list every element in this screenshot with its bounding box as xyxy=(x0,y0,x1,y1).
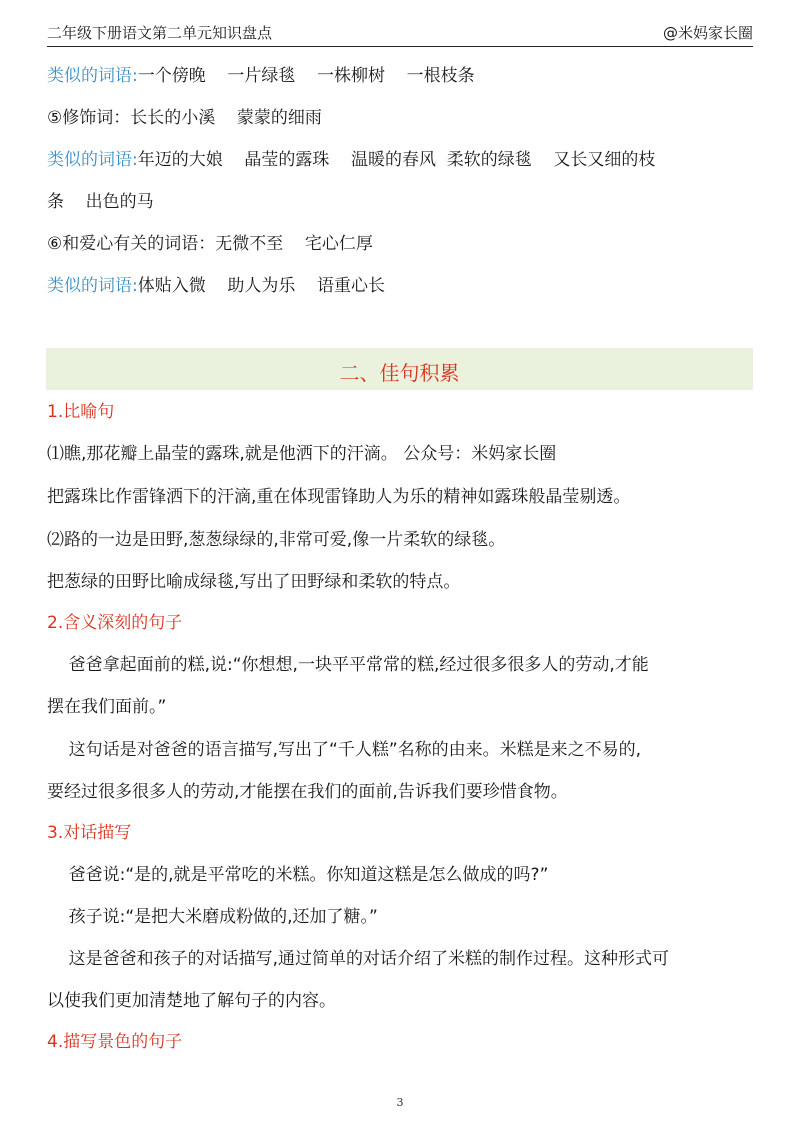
word-list: 年迈的大娘 晶莹的露珠 温暖的春风 柔软的绿毯 又长又细的枝 xyxy=(137,150,656,170)
word-line: 条 出色的马 xyxy=(47,192,154,212)
similar-words-label: 类似的词语: xyxy=(47,276,138,296)
similar-words-label: 类似的词语: xyxy=(47,66,138,86)
paragraph-line: 要经过很多很多人的劳动,才能摆在我们的面前,告诉我们要珍惜食物。 xyxy=(47,782,568,802)
word-line xyxy=(47,274,385,298)
word-line: ⑤修饰词：长长的小溪 蒙蒙的细雨 xyxy=(47,108,322,128)
section-title: 二、佳句积累 xyxy=(339,361,460,385)
page-number: 3 xyxy=(396,1096,404,1109)
subheading: 4.描写景色的句子 xyxy=(47,1032,183,1052)
paragraph-line: 这句话是对爸爸的语言描写,写出了“千人糕”名称的由来。米糕是来之不易的, xyxy=(47,740,642,760)
word-line xyxy=(47,64,475,88)
word-line: ⑥和爱心有关的词语：无微不至 宅心仁厚 xyxy=(47,234,373,254)
section-banner xyxy=(46,348,753,390)
header-brand: @米妈家长圈 xyxy=(662,24,753,42)
word-list: 体贴入微 助人为乐 语重心长 xyxy=(137,276,385,296)
header-title: 二年级下册语文第二单元知识盘点 xyxy=(47,24,273,42)
paragraph-line: 爸爸说:“是的,就是平常吃的米糕。你知道这糕是怎么做成的吗?” xyxy=(47,865,549,885)
paragraph-line: ⑵路的一边是田野,葱葱绿绿的,非常可爱,像一片柔软的绿毯。 xyxy=(47,530,506,550)
similar-words-label: 类似的词语: xyxy=(47,150,138,170)
paragraph-line: 这是爸爸和孩子的对话描写,通过简单的对话介绍了米糕的制作过程。这种形式可 xyxy=(47,949,670,969)
paragraph-line: ⑴瞧,那花瓣上晶莹的露珠,就是他洒下的汗滴。 公众号：米妈家长圈 xyxy=(47,444,557,464)
paragraph-line: 以使我们更加清楚地了解句子的内容。 xyxy=(47,991,336,1011)
subheading: 3.对话描写 xyxy=(47,823,132,843)
subheading: 1.比喻句 xyxy=(47,402,115,422)
word-list: 一个傍晚 一片绿毯 一株柳树 一根枝条 xyxy=(137,66,475,86)
paragraph-line: 孩子说:“是把大米磨成粉做的,还加了糖。” xyxy=(47,907,378,927)
paragraph-line: 摆在我们面前。” xyxy=(47,697,167,717)
subheading: 2.含义深刻的句子 xyxy=(47,613,183,633)
page-header xyxy=(47,20,753,47)
paragraph-line: 把露珠比作雷锋洒下的汗滴,重在体现雷锋助人为乐的精神如露珠般晶莹剔透。 xyxy=(47,487,631,507)
paragraph-line: 把葱绿的田野比喻成绿毯,写出了田野绿和柔软的特点。 xyxy=(47,572,461,592)
paragraph-line: 爸爸拿起面前的糕,说:“你想想,一块平平常常的糕,经过很多很多人的劳动,才能 xyxy=(47,655,649,675)
word-line xyxy=(47,148,655,172)
